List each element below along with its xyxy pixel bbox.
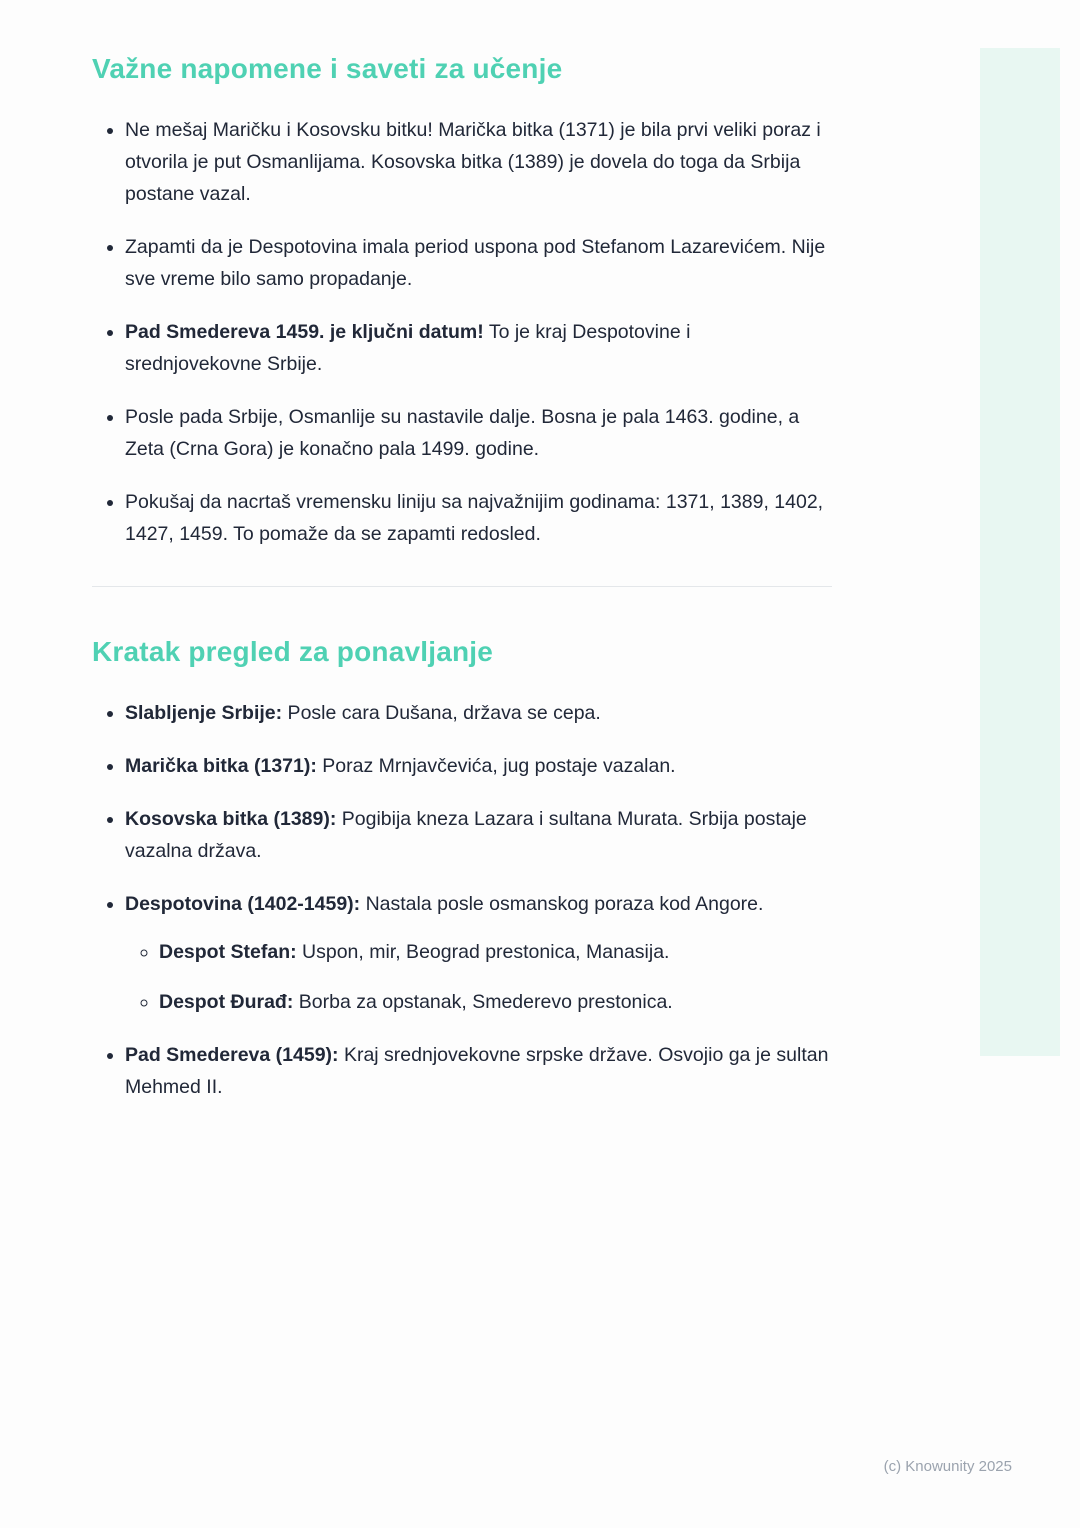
list-item [125,697,832,729]
list-item [125,114,832,210]
list-item-text: Uspon, mir, Beograd prestonica, Manasija. [296,941,670,963]
section-title-notes: Važne napomene i saveti za učenje [92,53,563,84]
list-item-bold: Despotovina (1402-1459): [125,893,361,915]
section-title-review: Kratak pregled za ponavljanje [92,636,494,667]
list-item-text: Poraz Mrnjavčevića, jug postaje vazalan. [316,755,676,777]
list-item-bold: Slabljenje Srbije: [125,702,283,724]
sub-list-item [159,986,832,1018]
list-item-bold: Pad Smedereva (1459): [125,1044,339,1066]
section-divider [92,586,832,587]
list-item-text: To je kraj Despotovine i srednjovekovne Srbije. [125,321,691,375]
list-item-bold: Kosovska bitka (1389): [125,808,337,830]
list-item [125,486,832,550]
footer-copyright: (c) Knowunity 2025 [883,1458,1012,1475]
list-item [125,316,832,380]
notes-list [92,114,832,550]
list-item-bold: Despot Stefan: [159,941,297,963]
list-item-text: Ne mešaj Maričku i Kosovsku bitku! Marička bitka (1371) je bila prvi veliki poraz i otvorila je put Osmanlijama. Kosovska bitka (1389) je dovela do toga da Srbija postane vazal. [125,119,821,205]
document-content [92,52,832,1124]
list-item [125,1039,832,1103]
sub-list [125,936,832,1018]
list-item-text: Pokušaj da nacrtaš vremensku liniju sa najvažnijim godinama: 1371, 1389, 1402, 1427, 1459. To pomaže da se zapamti redosled. [125,491,824,545]
list-item-bold: Marička bitka (1371): [125,755,317,777]
list-item-text: Pogibija kneza Lazara i sultana Murata. Srbija postaje vazalna država. [125,808,807,862]
list-item-text: Nastala posle osmanskog poraza kod Angore. [360,893,764,915]
list-item-bold: Despot Đurađ: [159,991,294,1013]
right-accent-strip [980,48,1060,1056]
list-item [125,750,832,782]
list-item [125,888,832,1018]
list-item [125,231,832,295]
sub-list-item [159,936,832,968]
review-list [92,697,832,1103]
list-item-bold: Pad Smedereva 1459. je ključni datum! [125,321,484,343]
list-item-text: Posle cara Dušana, država se cepa. [282,702,601,724]
list-item [125,803,832,867]
list-item-text: Zapamti da je Despotovina imala period uspona pod Stefanom Lazarevićem. Nije sve vreme bilo samo propadanje. [125,236,826,290]
list-item-text: Kraj srednjovekovne srpske države. Osvojio ga je sultan Mehmed II. [125,1044,829,1098]
list-item-text: Borba za opstanak, Smederevo prestonica. [293,991,673,1013]
list-item-text: Posle pada Srbije, Osmanlije su nastavile dalje. Bosna je pala 1463. godine, a Zeta (Crna Gora) je konačno pala 1499. godine. [125,406,800,460]
list-item [125,401,832,465]
